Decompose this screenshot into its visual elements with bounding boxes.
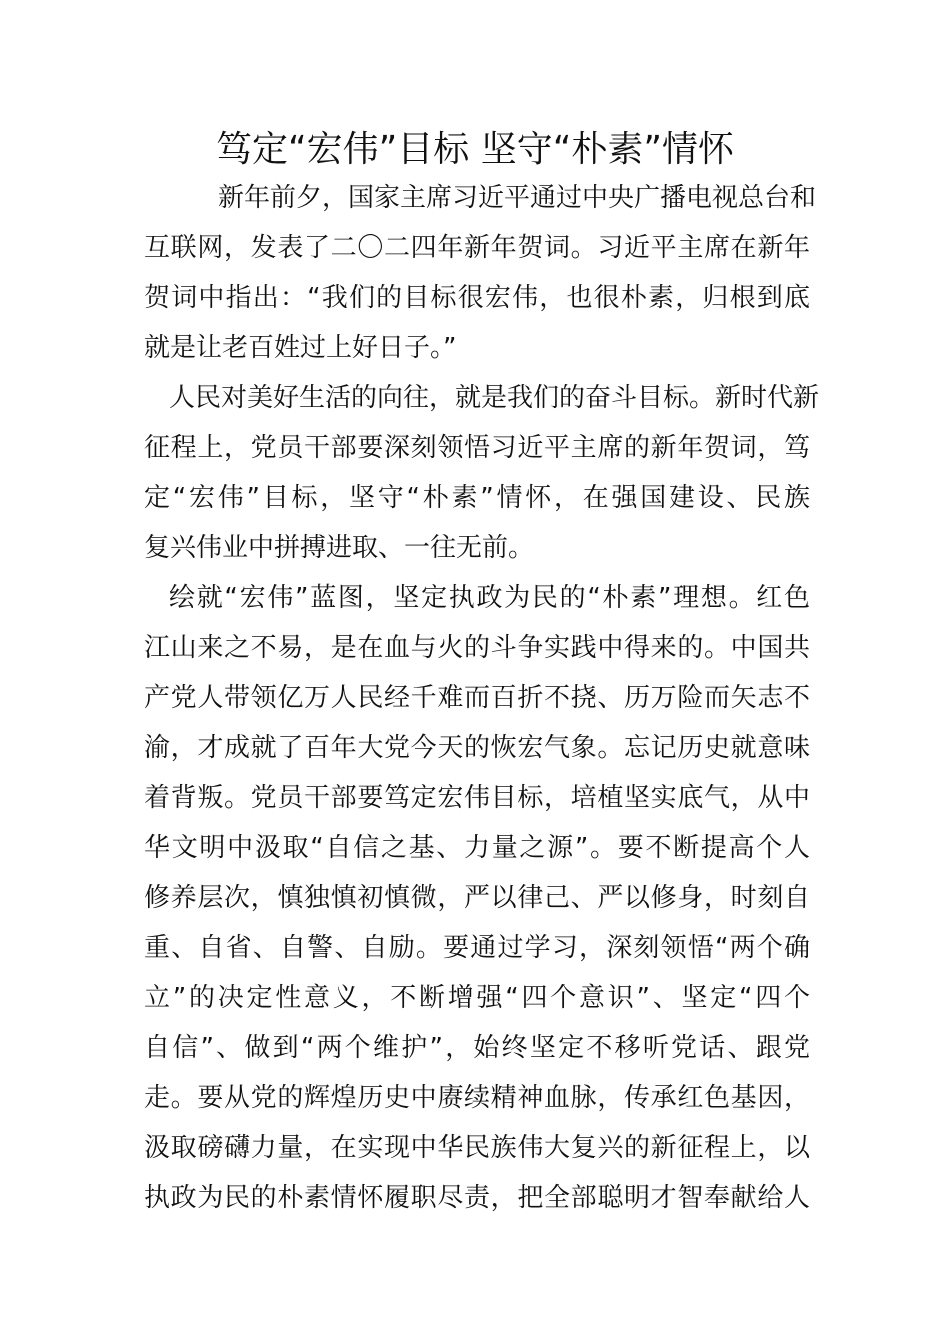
body-line: 华文明中汲取“自信之基、力量之源”。要不断提高个人 (144, 833, 810, 863)
body-line: 汲取磅礴力量，在实现中华民族伟大复兴的新征程上，以 (144, 1133, 810, 1163)
body-line: 征程上，党员干部要深刻领悟习近平主席的新年贺词，笃 (144, 433, 810, 463)
body-line: 贺词中指出：“我们的目标很宏伟，也很朴素，归根到底 (144, 283, 810, 313)
body-line: 着背叛。党员干部要笃定宏伟目标，培植坚实底气，从中 (144, 783, 810, 813)
body-line: 就是让老百姓过上好日子。” (144, 333, 457, 363)
body-line: 产党人带领亿万人民经千难而百折不挠、历万险而矢志不 (144, 683, 810, 713)
body-line: 复兴伟业中拼搏进取、一往无前。 (144, 533, 535, 563)
body-line: 重、自省、自警、自励。要通过学习，深刻领悟“两个确 (144, 933, 810, 963)
body-line: 立”的决定性意义，不断增强“四个意识”、坚定“四个 (144, 983, 810, 1013)
body-line: 自信”、做到“两个维护”，始终坚定不移听党话、跟党 (144, 1033, 810, 1063)
body-line: 渝，才成就了百年大党今天的恢宏气象。忘记历史就意味 (144, 733, 810, 763)
body-line: 定“宏伟”目标，坚守“朴素”情怀，在强国建设、民族 (144, 483, 810, 513)
body-line: 江山来之不易，是在血与火的斗争实践中得来的。中国共 (144, 633, 810, 663)
body-line: 绘就“宏伟”蓝图，坚定执政为民的“朴素”理想。红色 (169, 583, 810, 613)
document-title: 笃定“宏伟”目标 坚守“朴素”情怀 (215, 129, 735, 170)
body-line: 执政为民的朴素情怀履职尽责，把全部聪明才智奉献给人 (144, 1183, 810, 1213)
body-line: 走。要从党的辉煌历史中赓续精神血脉，传承红色基因， (144, 1083, 810, 1113)
body-line: 互联网，发表了二〇二四年新年贺词。习近平主席在新年 (144, 233, 810, 263)
body-line: 新年前夕，国家主席习近平通过中央广播电视总台和 (218, 183, 817, 213)
body-line: 人民对美好生活的向往，就是我们的奋斗目标。新时代新 (169, 383, 820, 413)
body-line: 修养层次，慎独慎初慎微，严以律己、严以修身，时刻自 (144, 883, 810, 913)
